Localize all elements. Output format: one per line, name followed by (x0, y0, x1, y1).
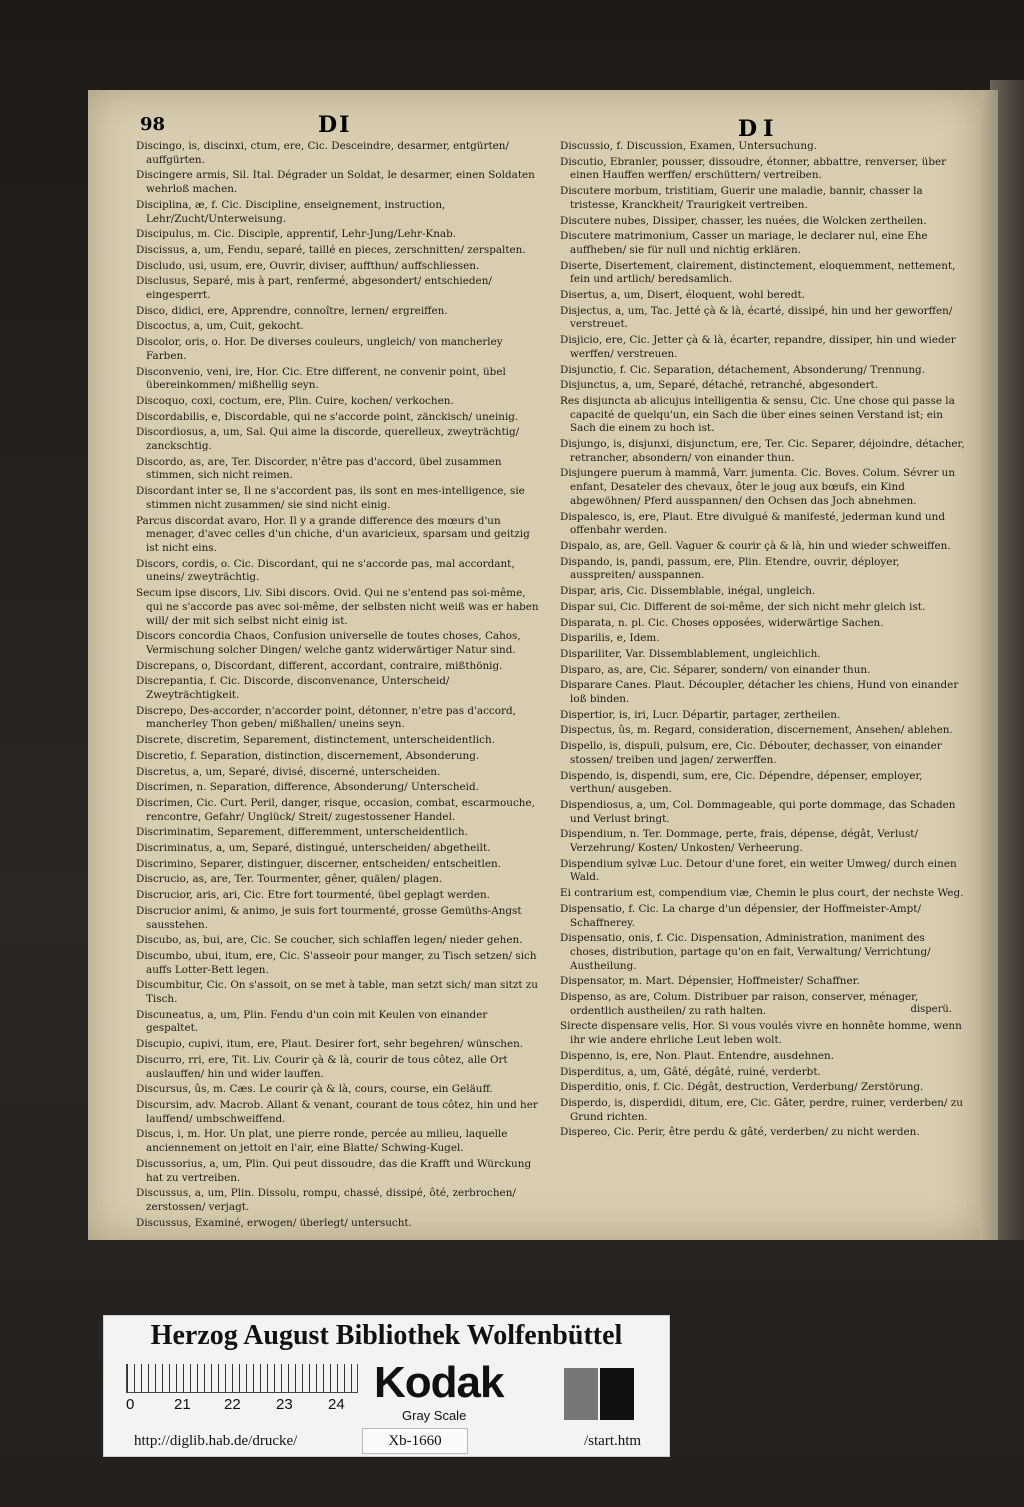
catchword: disperü. (910, 1004, 952, 1015)
dictionary-entry: Dispando, is, pandi, passum, ere, Plin. Etendre, ouvrir, déployer, ausspreiten/ ausspannen. (560, 555, 900, 582)
dictionary-entry: Discors concordia Chaos, Confusion universelle de toutes choses, Cahos, Vermischung solcher Dingen/ welche gantz widerwärtiger Natur sind. (136, 630, 521, 656)
dictionary-entry: Discutere morbum, tristitiam, Guerir une maladie, bannir, chasser la tristesse, Kranckheit/ Traurigkeit vertreiben. (560, 185, 923, 211)
ruler-scale (126, 1364, 358, 1393)
url-left: http://diglib.hab.de/drucke/ (134, 1433, 298, 1449)
dictionary-entry: Discussio, f. Discussion, Examen, Untersuchung. (560, 140, 818, 152)
dictionary-entry: Discrepans, o, Discordant, different, accordant, contraire, mißthönig. (136, 659, 503, 672)
dictionary-entry: Dispensatio, f. Cic. La charge d'un dépensier, der Hoffmeister-Ampt/ Schaffnerey. (560, 902, 921, 929)
running-head-right: DI (738, 116, 780, 142)
dictionary-entry: Discrimino, Separer, distinguer, discerner, entscheiden/ entscheitlen. (136, 857, 502, 870)
dictionary-entry: Discutere matrimonium, Casser un mariage, le declarer nul, eine Ehe auffheben/ sie für null und nichtig erklären. (560, 230, 928, 256)
dictionary-entry: Disconvenio, veni, ire, Hor. Cic. Etre different, ne convenir point, übel übereinkommen/ mißhellig seyn. (136, 365, 506, 392)
dictionary-entry: Disjungo, is, disjunxi, disjunctum, ere, Ter. Cic. Separer, déjoindre, détacher, retrancher, absondern/ von einander thun. (560, 438, 965, 464)
dictionary-entry: Discretus, a, um, Separé, divisé, discerné, unterscheiden. (136, 765, 441, 778)
dictionary-entry: Discoquo, coxi, coctum, ere, Plin. Cuire, kochen/ verkochen. (136, 394, 454, 407)
dictionary-entry: Discussus, a, um, Plin. Dissolu, rompu, chassé, dissipé, ôté, zerbrochen/ zerstossen/ verjagt. (136, 1187, 516, 1213)
dictionary-entry: Disclusus, Separé, mis à part, renfermé, abgesondert/ entschieden/ eingesperrt. (136, 275, 492, 302)
dictionary-entry: Dispariliter, Var. Dissemblablement, ungleichlich. (560, 647, 821, 660)
dictionary-entry: Disciplina, æ, f. Cic. Discipline, enseignement, instruction, Lehr/Zucht/Unterweisung. (136, 198, 446, 225)
dictionary-entry: Discursim, adv. Macrob. Allant & venant, courant de tous côtez, hin und her lauffend/ umbschweiffend. (136, 1099, 538, 1125)
url-right: /start.htm (584, 1433, 642, 1449)
dictionary-entry: Discurro, rri, ere, Tit. Liv. Courir çà & là, courir de tous côtez, alle Ort auslauffen/ hin und wider lauffen. (136, 1053, 508, 1080)
dictionary-entry: Dispenso, as are, Colum. Distribuer par raison, conserver, ménager, ordentlich austheilen/ zu rath halten. (560, 991, 919, 1017)
dictionary-entry: Dispello, is, dispuli, pulsum, ere, Cic. Débouter, dechasser, von einander stossen/ treiben und jagen/ zerwerffen. (560, 740, 942, 766)
dictionary-entry: Sirecte dispensare velis, Hor. Si vous voulés vivre en honnête homme, wenn ihr wie andere ehrliche Leut leben wolt. (560, 1020, 962, 1047)
dictionary-entry: Discordant inter se, Il ne s'accordent pas, ils sont en mes-intelligence, sie stimmen nicht zusammen/ sie sind nicht einig. (136, 485, 525, 511)
dictionary-entry: Dispalo, as, are, Gell. Vaguer & courir çà & là, hin und wieder schweiffen. (560, 539, 951, 552)
dictionary-entry: Dispar sui, Cic. Different de soi-même, der sich nicht mehr gleich ist. (560, 600, 926, 613)
dictionary-entry: Disparo, as, are, Cic. Séparer, sondern/ von einander thun. (560, 663, 871, 676)
dictionary-entry: Discretio, f. Separation, distinction, discernement, Absonderung. (136, 749, 480, 762)
dictionary-entry: Discrucior animi, & animo, je suis fort tourmenté, grosse Gemüths-Angst sausstehen. (136, 904, 522, 931)
dictionary-entry: Disjectus, a, um, Tac. Jetté çà & là, écarté, dissipé, hin und her geworffen/ verstreuet. (560, 304, 953, 331)
dictionary-entry: Discordo, as, are, Ter. Discorder, n'être pas d'accord, übel zusammen stimmen, sich nicht reimen. (136, 455, 502, 482)
dictionary-entry: Diserte, Disertement, clairement, distinctement, eloquemment, nettement, fein und artlich/ beredsamlich. (560, 259, 956, 286)
dictionary-entry: Discriminatim, Separement, differemment, unterscheidentlich. (136, 826, 468, 839)
ruler-label: 21 (174, 1396, 191, 1413)
dictionary-entry: Ei contrarium est, compendium viæ, Chemin le plus court, der nechste Weg. (560, 887, 964, 900)
dictionary-entry: Disjicio, ere, Cic. Jetter çà & là, écarter, repandre, dissiper, hin und wieder werffen/ verstreuen. (560, 334, 956, 360)
dictionary-entry: Disparare Canes. Plaut. Découpler, détacher les chiens, Hund von einander loß binden. (560, 679, 959, 706)
dictionary-entry: Dispensatio, onis, f. Cic. Dispensation, Administration, maniment des choses, distribution, partage qu'on en fait, Verwaltung/ Verrichtung/ Austheilung. (560, 932, 931, 972)
ruler-label: 24 (328, 1396, 345, 1413)
dictionary-entry: Discus, i, m. Hor. Un plat, une pierre ronde, percée au milieu, laquelle anciennement on jettoit en l'air, eine Blatte/ Schwing-Kugel. (136, 1128, 508, 1155)
dictionary-entry: Discingo, is, discinxi, ctum, ere, Cic. Desceindre, desarmer, entgürten/ auffgürten. (136, 140, 509, 166)
page-number: 98 (140, 114, 166, 135)
dictionary-entry: Discrimen, n. Separation, difference, Absonderung/ Unterscheid. (136, 781, 479, 794)
dictionary-entry: Discordabilis, e, Discordable, qui ne s'accorde point, zänckisch/ uneinig. (136, 410, 519, 423)
book-page (88, 90, 980, 1240)
kodak-logo: Kodak (374, 1358, 504, 1407)
dictionary-entry: Discrucio, as, are, Ter. Tourmenter, gêner, quälen/ plagen. (136, 873, 443, 886)
dictionary-entry: Discipulus, m. Cic. Disciple, apprentif, Lehr-Jung/Lehr-Knab. (136, 228, 457, 241)
gray-swatch-mid (564, 1368, 598, 1420)
dictionary-entry: Discubo, as, bui, are, Cic. Se coucher, sich schlaffen legen/ nieder gehen. (136, 934, 523, 947)
dictionary-entry: Discordiosus, a, um, Sal. Qui aime la discorde, querelleux, zweyträchtig/ zanckschtig. (136, 426, 520, 453)
dictionary-entry: Discrepo, Des-accorder, n'accorder point, détonner, n'etre pas d'accord, mancherley Thon geben/ mißhallen/ uneins seyn. (136, 704, 516, 731)
dictionary-entry: Disertus, a, um, Disert, éloquent, wohl beredt. (560, 289, 805, 302)
ruler-label: 22 (224, 1396, 241, 1413)
dictionary-entry: Secum ipse discors, Liv. Sibi discors. Ovid. Qui ne s'entend pas soi-même, qui ne s'accorde pas avec soi-même, der selbsten nicht weiß was er haben will/ der mit sich selbst nicht einig ist. (136, 587, 539, 627)
dictionary-entry: Dispalesco, is, ere, Plaut. Etre divulgué & manifesté, jederman kund und offenbahr werden. (560, 510, 945, 537)
grayscale-label: Gray Scale (402, 1408, 467, 1423)
dictionary-entry: Dispendiosus, a, um, Col. Dommageable, qui porte dommage, das Schaden und Verlust bringt. (560, 798, 956, 825)
dictionary-entry: Discriminatus, a, um, Separé, distingué, unterscheiden/ abgetheilt. (136, 842, 491, 855)
dictionary-entry: Disperditus, a, um, Gâté, dégâté, ruiné, verderbt. (560, 1065, 821, 1078)
dictionary-entry: Disperditio, onis, f. Cic. Dégât, destruction, Verderbung/ Zerstörung. (560, 1081, 924, 1094)
dictionary-entry: Dispendium sylvæ Luc. Detour d'une foret, ein weiter Umweg/ durch einen Wald. (560, 857, 957, 884)
running-head-left: DI (318, 112, 352, 138)
dictionary-entry: Discrimen, Cic. Curt. Peril, danger, risque, occasion, combat, escarmouche, rencontre, Gefahr/ Unglück/ Streit/ zugestossener Handel. (136, 796, 535, 823)
dictionary-entry: Dispar, aris, Cic. Dissemblable, inégal, ungleich. (560, 585, 816, 598)
dictionary-entry: Disparata, n. pl. Cic. Choses opposées, widerwärtige Sachen. (560, 616, 884, 629)
dictionary-entry: Dispenno, is, ere, Non. Plaut. Entendre, ausdehnen. (560, 1049, 835, 1062)
dictionary-entry: Dispertior, is, iri, Lucr. Départir, partager, zertheilen. (560, 708, 841, 721)
dictionary-entry: Disperdo, is, disperdidi, ditum, ere, Cic. Gâter, perdre, ruiner, verderben/ zu Grund richten. (560, 1097, 963, 1123)
shelfmark: Xb-1660 (362, 1428, 468, 1454)
dictionary-entry: Discolor, oris, o. Hor. De diverses couleurs, ungleich/ von mancherley Farben. (136, 336, 503, 362)
dictionary-entry: Dispensator, m. Mart. Dépensier, Hoffmeister/ Schaffner. (560, 975, 860, 988)
dictionary-entry: Res disjuncta ab alicujus intelligentia & sensu, Cic. Une chose qui passe la capacité de quelqu'un, ein Sach die über eines seinen Verstand ist; ein Sach die einem zu hoch ist. (560, 394, 955, 435)
dictionary-entry: Disjungere puerum à mammâ, Varr. jumenta. Cic. Boves. Colum. Sévrer un enfant, Desateler des chevaux, ôter le joug aux bœufs, ein Kind abgewöhnen/ Pferd ausspannen/ den Ochsen das Joch abnehmen. (560, 467, 956, 507)
dictionary-entry: Dispectus, ûs, m. Regard, consideration, discernement, Ansehen/ ablehen. (560, 724, 953, 737)
dictionary-entry: Disjunctio, f. Cic. Separation, détachement, Absonderung/ Trennung. (560, 363, 925, 376)
right-column (560, 140, 965, 1142)
dictionary-entry: Disjunctus, a, um, Separé, détaché, retranché, abgesondert. (560, 379, 879, 392)
dictionary-entry: Disparilis, e, Idem. (560, 632, 660, 645)
dictionary-entry: Discrepantia, f. Cic. Discorde, disconvenance, Unterscheid/ Zweyträchtigkeit. (136, 675, 450, 702)
dictionary-entry: Discrucior, aris, ari, Cic. Etre fort tourmenté, übel geplagt werden. (136, 889, 490, 902)
dictionary-entry: Discupio, cupivi, itum, ere, Plaut. Desirer fort, sehr begehren/ wünschen. (136, 1038, 524, 1051)
dictionary-entry: Discussorius, a, um, Plin. Qui peut dissoudre, das die Krafft und Würckung hat zu vertreiben. (136, 1157, 532, 1184)
dictionary-entry: Discutio, Ebranler, pousser, dissoudre, étonner, abbattre, renverser, über einen Hauffen werffen/ erschüttern/ vertreiben. (560, 155, 947, 182)
dictionary-entry: Discors, cordis, o. Cic. Discordant, qui ne s'accorde pas, mal accordant, uneins/ zweyträchtig. (136, 557, 515, 584)
dictionary-entry: Discussus, Examiné, erwogen/ überlegt/ untersucht. (136, 1216, 412, 1229)
dictionary-entry: Disco, didici, ere, Apprendre, connoître, lernen/ ergreiffen. (136, 304, 448, 317)
ruler-label: 0 (126, 1396, 135, 1413)
dictionary-entry: Discrete, discretim, Separement, distinctement, unterscheidentlich. (136, 734, 495, 747)
dictionary-entry: Discingere armis, Sil. Ital. Dégrader un Soldat, le desarmer, einen Soldaten wehrloß machen. (136, 169, 535, 196)
color-target-card (103, 1315, 670, 1457)
dictionary-entry: Discuneatus, a, um, Plin. Fendu d'un coin mit Keulen von einander gespaltet. (136, 1008, 488, 1035)
gray-swatch-dark (600, 1368, 634, 1420)
dictionary-entry: Discoctus, a, um, Cuit, gekocht. (136, 320, 304, 333)
dictionary-entry: Discludo, usi, usum, ere, Ouvrir, diviser, auffthun/ auffschliessen. (136, 259, 480, 272)
dictionary-entry: Dispereo, Cic. Perir, être perdu & gâté, verderben/ zu nicht werden. (560, 1126, 920, 1139)
dictionary-entry: Parcus discordat avaro, Hor. Il y a grande difference des mœurs d'un menager, d'avec celles d'un chiche, d'un avaricieux, sparsam und geitzig ist nicht eins. (136, 514, 530, 554)
dictionary-entry: Discutere nubes, Dissiper, chasser, les nuées, die Wolcken zertheilen. (560, 214, 927, 227)
dictionary-entry: Discumbo, ubui, itum, ere, Cic. S'asseoir pour manger, zu Tisch setzen/ sich auffs Lotter-Bett legen. (136, 949, 537, 976)
ruler-label: 23 (276, 1396, 293, 1413)
library-name: Herzog August Bibliothek Wolfenbüttel (150, 1320, 623, 1351)
dictionary-entry: Discursus, ûs, m. Cæs. Le courir çà & là, cours, course, ein Geläuff. (136, 1083, 493, 1096)
dictionary-entry: Dispendium, n. Ter. Dommage, perte, frais, dépense, dégât, Verlust/ Verzehrung/ Kosten/ Unkosten/ Verheerung. (560, 828, 918, 855)
dictionary-entry: Discumbitur, Cic. On s'assoit, on se met à table, man setzt sich/ man sitzt zu Tisch. (136, 979, 538, 1006)
dictionary-entry: Dispendo, is, dispendi, sum, ere, Cic. Dépendre, dépenser, employer, verthun/ ausgeben. (560, 769, 923, 796)
dictionary-entry: Discissus, a, um, Fendu, separé, taillé en pieces, zerschnitten/ zerspalten. (136, 243, 526, 256)
left-column (136, 140, 541, 1232)
